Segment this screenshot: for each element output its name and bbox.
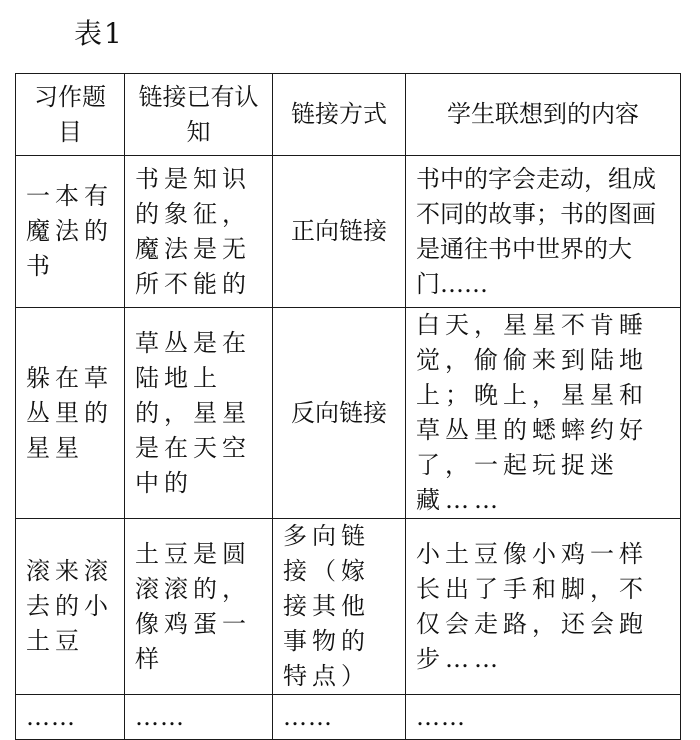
cell-associations: 白天，星星不肯睡觉，偷偷来到陆地上；晚上，星星和草丛里的蟋蟀约好了，一起玩捉迷藏…… [406, 308, 681, 519]
cell-ellipsis: …… [16, 695, 125, 740]
cell-prior-knowledge: 草丛是在陆地上的，星星是在天空中的 [125, 308, 273, 519]
header-topic: 习作题目 [16, 74, 125, 156]
table-row [16, 695, 681, 740]
cell-ellipsis: …… [273, 695, 406, 740]
cell-prior-knowledge: 土豆是圆滚滚的，像鸡蛋一样 [125, 519, 273, 695]
cell-associations: 书中的字会走动，组成不同的故事；书的图画是通往书中世界的大门…… [406, 156, 681, 308]
data-table [15, 73, 681, 740]
cell-topic: 一本有魔法的书 [16, 156, 125, 308]
cell-topic: 滚来滚去的小土豆 [16, 519, 125, 695]
cell-ellipsis: …… [125, 695, 273, 740]
cell-link-method: 反向链接 [273, 308, 406, 519]
header-prior-knowledge: 链接已有认知 [125, 74, 273, 156]
cell-ellipsis: …… [406, 695, 681, 740]
table-caption: 表1 [74, 17, 124, 50]
header-associations: 学生联想到的内容 [406, 74, 681, 156]
cell-prior-knowledge: 书是知识的象征，魔法是无所不能的 [125, 156, 273, 308]
cell-topic: 躲在草丛里的星星 [16, 308, 125, 519]
cell-link-method: 多向链接（嫁接其他事物的特点） [273, 519, 406, 695]
header-link-method: 链接方式 [273, 74, 406, 156]
table-row [16, 308, 681, 519]
cell-link-method: 正向链接 [273, 156, 406, 308]
table-row [16, 156, 681, 308]
cell-associations: 小土豆像小鸡一样长出了手和脚，不仅会走路，还会跑步…… [406, 519, 681, 695]
table-header-row [16, 74, 681, 156]
table-row [16, 519, 681, 695]
